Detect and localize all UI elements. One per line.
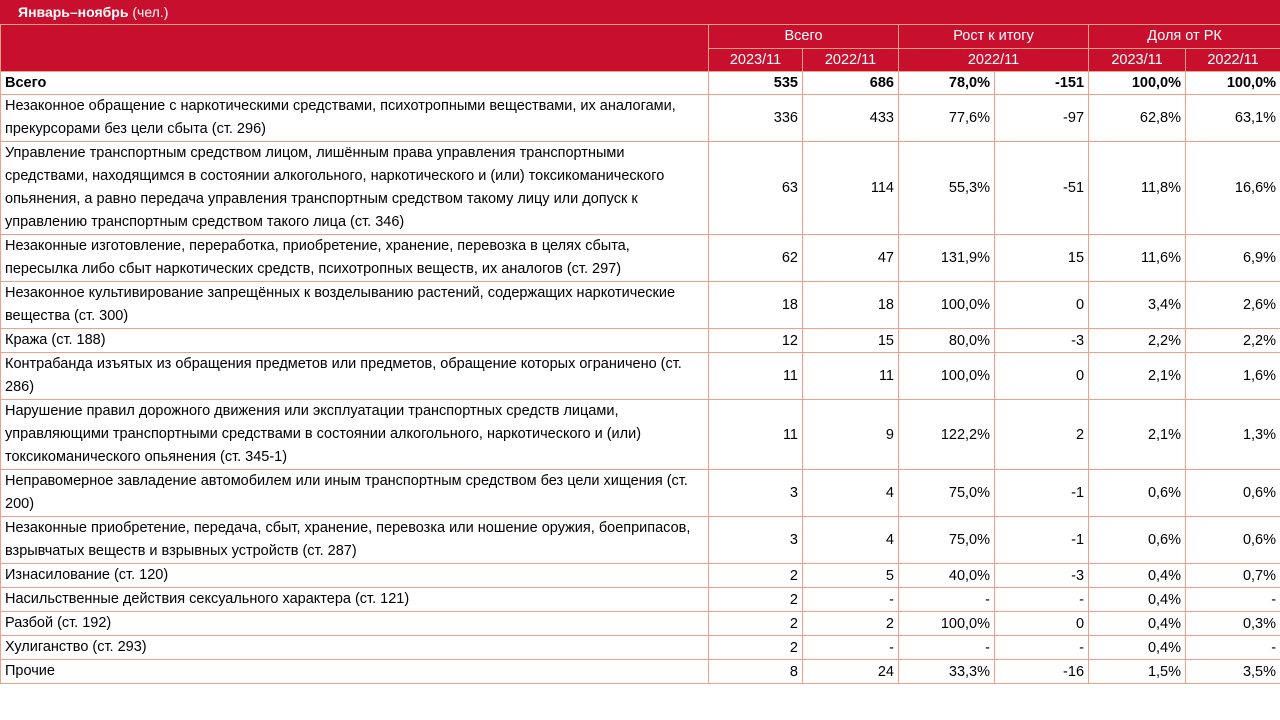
- growth-percent-cell: 75,0%: [899, 470, 995, 517]
- header-period-share-2023: 2023/11: [1089, 49, 1186, 72]
- share-2022-cell: 0,7%: [1186, 564, 1280, 588]
- growth-absolute-cell: -: [995, 636, 1089, 660]
- table-row: [1, 353, 1280, 400]
- table-row: [1, 636, 1280, 660]
- growth-absolute-cell: -97: [995, 95, 1089, 142]
- value-2022-cell: 9: [803, 400, 899, 470]
- growth-absolute-cell: -51: [995, 142, 1089, 235]
- row-name-cell: Незаконное обращение с наркотическими средствами, психотропными веществами, их аналогами, прекурсорами без цели сбыта (ст. 296): [1, 95, 709, 142]
- share-2022-cell: 3,5%: [1186, 660, 1280, 684]
- share-2023-cell: 0,6%: [1089, 517, 1186, 564]
- table-row: [1, 517, 1280, 564]
- share-2022-cell: 6,9%: [1186, 235, 1280, 282]
- growth-percent-cell: 75,0%: [899, 517, 995, 564]
- value-2022-cell: 11: [803, 353, 899, 400]
- growth-percent-cell: -: [899, 588, 995, 612]
- table-row: [1, 564, 1280, 588]
- share-2022-cell: 1,6%: [1186, 353, 1280, 400]
- share-2023-cell: 0,4%: [1089, 612, 1186, 636]
- value-2022-cell: 4: [803, 517, 899, 564]
- table-body: [1, 72, 1280, 684]
- row-name-cell: Нарушение правил дорожного движения или эксплуатации транспортных средств лицами, управляющими транспортными средствами в состоянии алкогольного, наркотического и (или) токсикоманического опьянения (ст. 345-1): [1, 400, 709, 470]
- growth-absolute-cell: 0: [995, 612, 1089, 636]
- share-2023-cell: 3,4%: [1089, 282, 1186, 329]
- value-2023-cell: 62: [709, 235, 803, 282]
- growth-absolute-cell: -1: [995, 470, 1089, 517]
- title-period: Январь–ноябрь: [18, 4, 129, 20]
- share-2022-cell: 16,6%: [1186, 142, 1280, 235]
- table-row: [1, 95, 1280, 142]
- header-group-share: Доля от РК: [1089, 25, 1280, 49]
- header-period-total-2022: 2022/11: [803, 49, 899, 72]
- share-2023-cell: 62,8%: [1089, 95, 1186, 142]
- row-name-cell: Изнасилование (ст. 120): [1, 564, 709, 588]
- share-2022-cell: 100,0%: [1186, 72, 1280, 95]
- value-2023-cell: 2: [709, 588, 803, 612]
- share-2022-cell: -: [1186, 588, 1280, 612]
- share-2022-cell: 0,6%: [1186, 470, 1280, 517]
- share-2023-cell: 2,1%: [1089, 353, 1186, 400]
- growth-percent-cell: 80,0%: [899, 329, 995, 353]
- value-2022-cell: 114: [803, 142, 899, 235]
- value-2022-cell: 18: [803, 282, 899, 329]
- share-2022-cell: 0,6%: [1186, 517, 1280, 564]
- share-2023-cell: 11,8%: [1089, 142, 1186, 235]
- value-2022-cell: 4: [803, 470, 899, 517]
- growth-percent-cell: -: [899, 636, 995, 660]
- growth-absolute-cell: -151: [995, 72, 1089, 95]
- row-name-cell: Незаконное культивирование запрещённых к возделыванию растений, содержащих наркотические вещества (ст. 300): [1, 282, 709, 329]
- table-row: [1, 400, 1280, 470]
- share-2023-cell: 11,6%: [1089, 235, 1186, 282]
- growth-percent-cell: 131,9%: [899, 235, 995, 282]
- value-2022-cell: 15: [803, 329, 899, 353]
- table-title: [0, 0, 1280, 24]
- value-2022-cell: 24: [803, 660, 899, 684]
- value-2022-cell: 47: [803, 235, 899, 282]
- value-2023-cell: 11: [709, 400, 803, 470]
- growth-percent-cell: 100,0%: [899, 353, 995, 400]
- share-2022-cell: 2,6%: [1186, 282, 1280, 329]
- value-2023-cell: 2: [709, 636, 803, 660]
- value-2023-cell: 535: [709, 72, 803, 95]
- growth-absolute-cell: -1: [995, 517, 1089, 564]
- header-period-share-2022: 2022/11: [1186, 49, 1280, 72]
- row-name-cell: Кража (ст. 188): [1, 329, 709, 353]
- growth-percent-cell: 122,2%: [899, 400, 995, 470]
- value-2022-cell: 2: [803, 612, 899, 636]
- share-2023-cell: 0,4%: [1089, 588, 1186, 612]
- value-2022-cell: 5: [803, 564, 899, 588]
- total-row: [1, 72, 1280, 95]
- value-2023-cell: 2: [709, 564, 803, 588]
- growth-absolute-cell: 15: [995, 235, 1089, 282]
- growth-percent-cell: 78,0%: [899, 72, 995, 95]
- row-name-cell: Разбой (ст. 192): [1, 612, 709, 636]
- value-2023-cell: 11: [709, 353, 803, 400]
- value-2023-cell: 3: [709, 517, 803, 564]
- header-period-total-2023: 2023/11: [709, 49, 803, 72]
- header-empty-cell: [1, 25, 709, 72]
- growth-percent-cell: 33,3%: [899, 660, 995, 684]
- share-2022-cell: 1,3%: [1186, 400, 1280, 470]
- growth-absolute-cell: -: [995, 588, 1089, 612]
- crime-statistics-table: [0, 24, 1280, 684]
- row-name-cell: Управление транспортным средством лицом, лишённым права управления транспортными средствами, находящимся в состоянии алкогольного, наркотического и (или) токсикоманического опьянения, а равно передача управления транспортным средством такому лицу или допуск к управлению транспортным средством такого лица (ст. 346): [1, 142, 709, 235]
- table-row: [1, 612, 1280, 636]
- value-2023-cell: 3: [709, 470, 803, 517]
- table-row: [1, 470, 1280, 517]
- share-2023-cell: 2,1%: [1089, 400, 1186, 470]
- value-2022-cell: 686: [803, 72, 899, 95]
- value-2023-cell: 63: [709, 142, 803, 235]
- table-row: [1, 329, 1280, 353]
- growth-absolute-cell: 2: [995, 400, 1089, 470]
- value-2023-cell: 12: [709, 329, 803, 353]
- table-row: [1, 588, 1280, 612]
- share-2023-cell: 100,0%: [1089, 72, 1186, 95]
- header-group-growth: Рост к итогу: [899, 25, 1089, 49]
- growth-percent-cell: 100,0%: [899, 612, 995, 636]
- growth-absolute-cell: -3: [995, 329, 1089, 353]
- share-2023-cell: 0,6%: [1089, 470, 1186, 517]
- value-2023-cell: 336: [709, 95, 803, 142]
- header-row-groups: [1, 25, 1280, 49]
- header-group-total: Всего: [709, 25, 899, 49]
- value-2022-cell: 433: [803, 95, 899, 142]
- share-2023-cell: 2,2%: [1089, 329, 1186, 353]
- share-2023-cell: 1,5%: [1089, 660, 1186, 684]
- value-2023-cell: 2: [709, 612, 803, 636]
- growth-percent-cell: 55,3%: [899, 142, 995, 235]
- row-name-cell: Неправомерное завладение автомобилем или иным транспортным средством без цели хищения (ст. 200): [1, 470, 709, 517]
- row-name-cell: Контрабанда изъятых из обращения предметов или предметов, обращение которых ограничено (ст. 286): [1, 353, 709, 400]
- share-2022-cell: -: [1186, 636, 1280, 660]
- table-row: [1, 142, 1280, 235]
- table-row: [1, 235, 1280, 282]
- value-2023-cell: 18: [709, 282, 803, 329]
- value-2022-cell: -: [803, 636, 899, 660]
- growth-percent-cell: 100,0%: [899, 282, 995, 329]
- share-2023-cell: 0,4%: [1089, 636, 1186, 660]
- value-2022-cell: -: [803, 588, 899, 612]
- table-row: [1, 660, 1280, 684]
- table-row: [1, 282, 1280, 329]
- growth-absolute-cell: -3: [995, 564, 1089, 588]
- growth-percent-cell: 77,6%: [899, 95, 995, 142]
- growth-absolute-cell: 0: [995, 282, 1089, 329]
- row-name-cell: Насильственные действия сексуального характера (ст. 121): [1, 588, 709, 612]
- growth-percent-cell: 40,0%: [899, 564, 995, 588]
- row-name-cell: Всего: [1, 72, 709, 95]
- share-2022-cell: 63,1%: [1186, 95, 1280, 142]
- row-name-cell: Незаконные приобретение, передача, сбыт, хранение, перевозка или ношение оружия, боеприпасов, взрывчатых веществ и взрывных устройств (ст. 287): [1, 517, 709, 564]
- title-unit: (чел.): [132, 4, 169, 20]
- growth-absolute-cell: -16: [995, 660, 1089, 684]
- share-2023-cell: 0,4%: [1089, 564, 1186, 588]
- row-name-cell: Прочие: [1, 660, 709, 684]
- row-name-cell: Хулиганство (ст. 293): [1, 636, 709, 660]
- header-period-growth: 2022/11: [899, 49, 1089, 72]
- row-name-cell: Незаконные изготовление, переработка, приобретение, хранение, перевозка в целях сбыта, пересылка либо сбыт наркотических средств, психотропных веществ, их аналогов (ст. 297): [1, 235, 709, 282]
- value-2023-cell: 8: [709, 660, 803, 684]
- share-2022-cell: 2,2%: [1186, 329, 1280, 353]
- growth-absolute-cell: 0: [995, 353, 1089, 400]
- share-2022-cell: 0,3%: [1186, 612, 1280, 636]
